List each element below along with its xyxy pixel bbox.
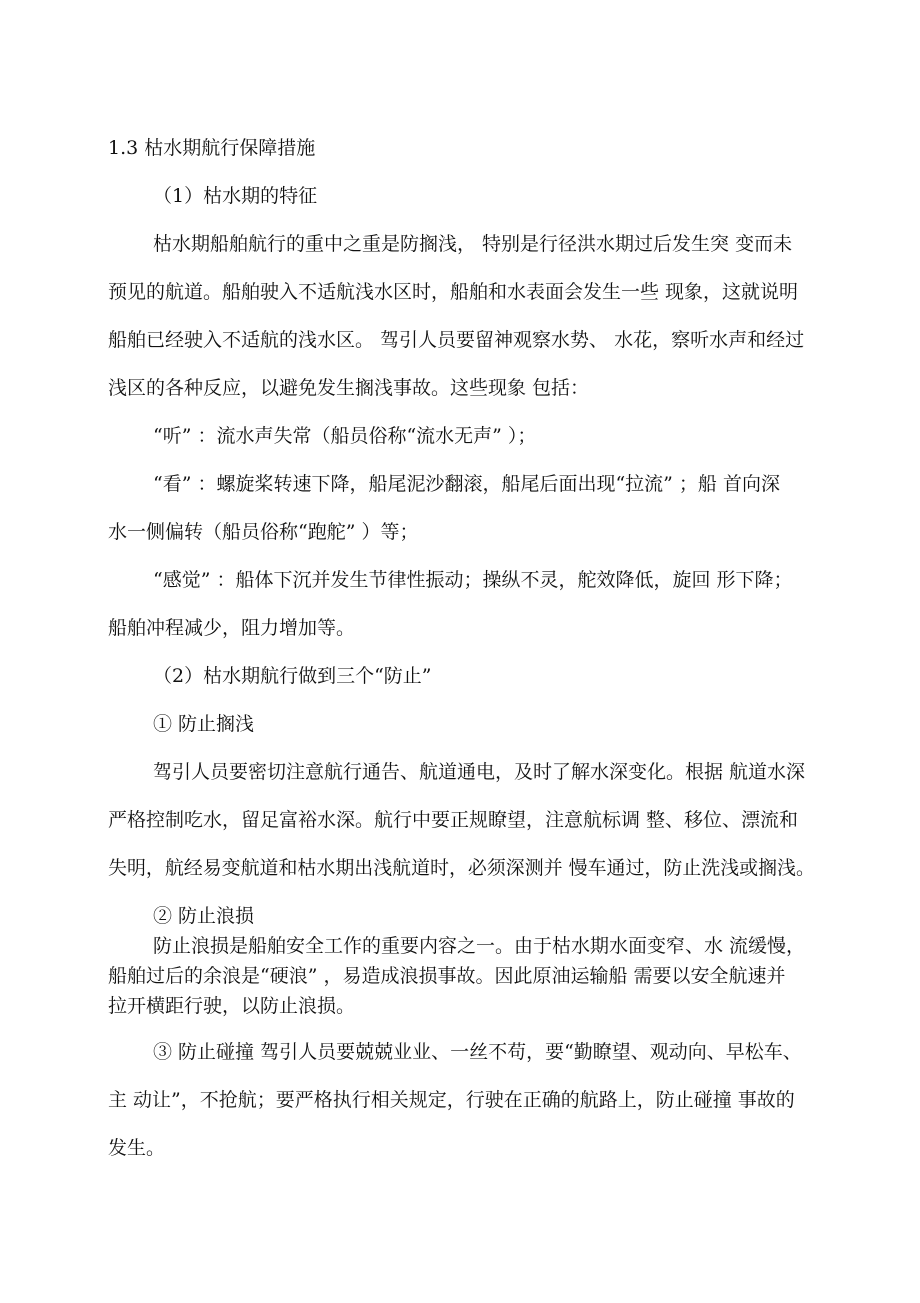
subheading-three-preventions: （2）枯水期航行做到三个“防止” [153,665,432,687]
paragraph-line: 浅区的各种反应，以避免发生搁浅事故。这些现象 包括： [108,377,590,399]
paragraph-line: 防止浪损是船舶安全工作的重要内容之一。由于枯水期水面变窄、水 流缓慢， [153,935,806,957]
look-line: “看” ：螺旋桨转速下降，船尾泥沙翻滚，船尾后面出现“拉流” ；船 首向深 [153,473,780,495]
paragraph-line: 船舶已经驶入不适航的浅水区。 驾引人员要留神观察水势、 水花，察听水声和经过 [108,329,805,351]
paragraph-line: 主 动让”，不抢航；要严格执行相关规定，行驶在正确的航路上，防止碰撞 事故的 [108,1089,795,1111]
paragraph-line: ③ 防止碰撞 驾引人员要兢兢业业、一丝不苟，要“勤瞭望、观动向、早松车、 [153,1041,802,1063]
paragraph-line: 失明，航经易变航道和枯水期出浅航道时，必须深测并 慢车通过，防止洗浅或搁浅。 [108,857,815,879]
paragraph-line: 严格控制吃水，留足富裕水深。航行中要正规瞭望，注意航标调 整、移位、漂流和 [108,809,799,831]
listen-line: “听” ：流水声失常（船员俗称“流水无声” ）； [153,425,537,447]
subheading-dry-season-features: （1）枯水期的特征 [153,185,318,207]
paragraph-line: 枯水期船舶航行的重中之重是防搁浅， 特别是行径洪水期过后发生突 变而未 [153,233,793,255]
item-title-prevent-grounding: ① 防止搁浅 [153,713,255,735]
paragraph-line: 预见的航道。船舶驶入不适航浅水区时，船舶和水表面会发生一些 现象，这就说明 [108,281,799,303]
paragraph-line: 发生。 [108,1137,166,1159]
item-title-prevent-wave-damage: ② 防止浪损 [153,905,255,927]
paragraph-line: 船舶过后的余浪是“硬浪” ，易造成浪损事故。因此原油运输船 需要以安全航速并 [108,965,786,987]
section-heading: 1.3 枯水期航行保障措施 [108,137,316,159]
feel-line: “感觉” ：船体下沉并发生节律性振动；操纵不灵，舵效降低，旋回 形下降； [153,569,793,591]
paragraph-line: 拉开横距行驶，以防止浪损。 [108,995,356,1017]
look-line: 水一侧偏转（船员俗称“跑舵” ）等； [108,521,419,543]
paragraph-line: 驾引人员要密切注意航行通告、航道通电，及时了解水深变化。根据 航道水深 [153,761,806,783]
feel-line: 船舶冲程减少，阻力增加等。 [108,617,356,639]
